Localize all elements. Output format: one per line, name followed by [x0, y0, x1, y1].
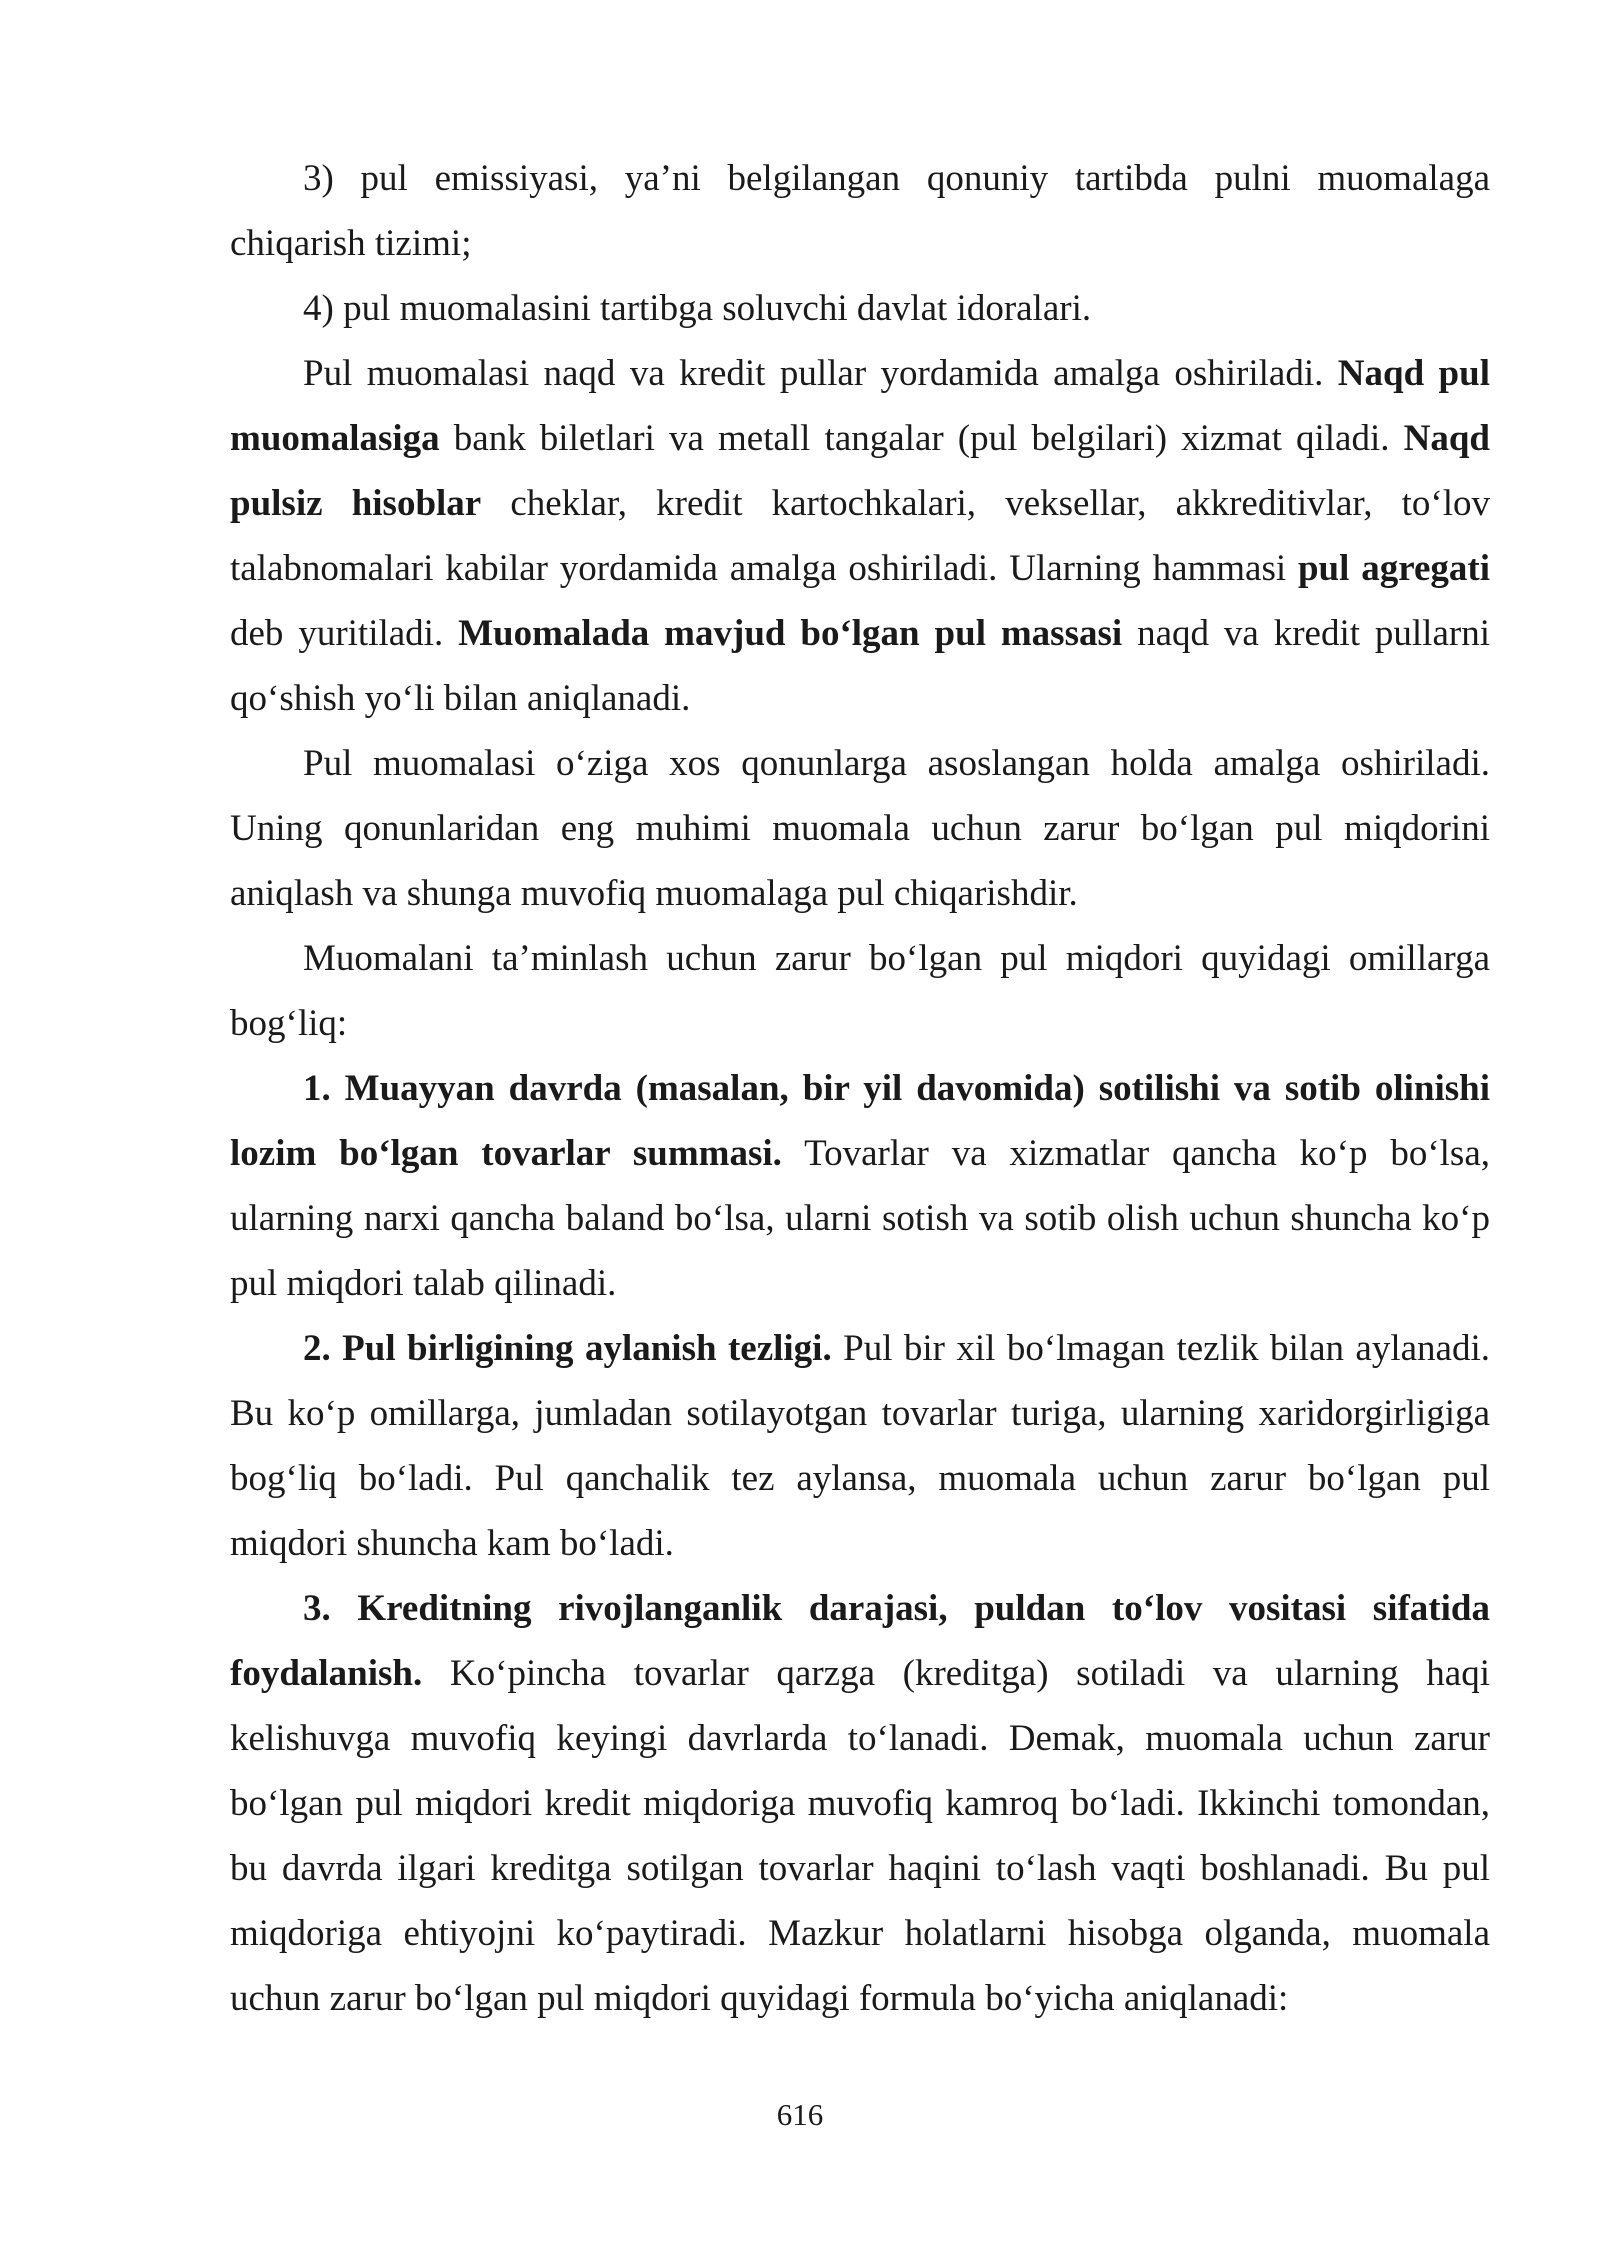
text-run: naqd va kredit pullarni qo‘shish yo‘li bilan aniqlanadi.	[230, 613, 1490, 719]
text-run: 3) pul emissiyasi, ya’ni belgilangan qonuniy tartibda pulni muomalaga chiqarish tizimi;	[230, 158, 1490, 264]
paragraph-factor-2	[230, 1316, 1490, 1576]
paragraph-factors-intro	[230, 926, 1490, 1056]
text-run: deb yuritiladi.	[230, 613, 459, 654]
text-run: 4) pul muomalasini tartibga soluvchi davlat idoralari.	[303, 288, 1092, 329]
bold-term: Muomalada mavjud bo‘lgan pul massasi	[458, 613, 1123, 654]
text-run: Tovarlar va xizmatlar qancha ko‘p bo‘lsa, ularning narxi qancha baland bo‘lsa, ularni sotish va sotib olish uchun shuncha ko‘p pul miqdori talab qilinadi.	[230, 1133, 1490, 1304]
paragraph-factor-1	[230, 1056, 1490, 1316]
text-run: Pul muomalasi o‘ziga xos qonunlarga asoslangan holda amalga oshiriladi. Uning qonunlaridan eng muhimi muomala uchun zarur bo‘lgan pul miqdorini aniqlash va shunga muvofiq muomalaga pul chiqarishdir.	[230, 743, 1490, 914]
text-run: Muomalani ta’minlash uchun zarur bo‘lgan pul miqdori quyidagi omillarga bog‘liq:	[230, 938, 1490, 1044]
page-number: 616	[776, 2097, 824, 2132]
text-run: Pul bir xil bo‘lmagan tezlik bilan aylanadi. Bu ko‘p omillarga, jumladan sotilayotgan tovarlar turiga, ularning xaridorgirligiga bog‘liq bo‘ladi. Pul qanchalik tez aylansa, muomala uchun zarur bo‘lgan pul miqdori shuncha kam bo‘ladi.	[230, 1328, 1490, 1564]
page-body	[230, 146, 1490, 2031]
bold-term: 2. Pul birligining aylanish tezligi.	[303, 1328, 832, 1369]
paragraph-factor-3	[230, 1576, 1490, 2031]
text-run: bank biletlari va metall tangalar (pul belgilari) xizmat qiladi.	[439, 418, 1404, 459]
text-run: Pul muomalasi naqd va kredit pullar yordamida amalga oshiriladi.	[303, 353, 1338, 394]
paragraph-emission	[230, 146, 1490, 276]
bold-term: 1. Muayyan davrda (masalan, bir yil davomida) sotilishi va sotib olinishi lozim bo‘lgan tovarlar summasi.	[230, 1068, 1490, 1174]
bold-term: Naqd pulsiz hisoblar	[230, 418, 1490, 524]
paragraph-regulators	[230, 276, 1490, 341]
paragraph-cash-noncash	[230, 341, 1490, 731]
text-run: Ko‘pincha tovarlar qarzga (kreditga) sotiladi va ularning haqi kelishuvga muvofiq keyingi davrlarda to‘lanadi. Demak, muomala uchun zarur bo‘lgan pul miqdori kredit miqdoriga muvofiq kamroq bo‘ladi. Ikkinchi tomondan, bu davrda ilgari kreditga sotilgan tovarlar haqini to‘lash vaqti boshlanadi. Bu pul miqdoriga ehtiyojni ko‘paytiradi. Mazkur holatlarni hisobga olganda, muomala uchun zarur bo‘lgan pul miqdori quyidagi formula bo‘yicha aniqlanadi:	[230, 1653, 1490, 2019]
bold-term: Naqd pul muomalasiga	[230, 353, 1490, 459]
bold-term: pul agregati	[1297, 548, 1490, 589]
bold-term: 3. Kreditning rivojlanganlik darajasi, puldan to‘lov vositasi sifatida foydalanish.	[230, 1588, 1490, 1694]
paragraph-circulation-laws	[230, 731, 1490, 926]
text-run: cheklar, kredit kartochkalari, veksellar, akkreditivlar, to‘lov talabnomalari kabilar yordamida amalga oshiriladi. Ularning hammasi	[230, 483, 1491, 589]
